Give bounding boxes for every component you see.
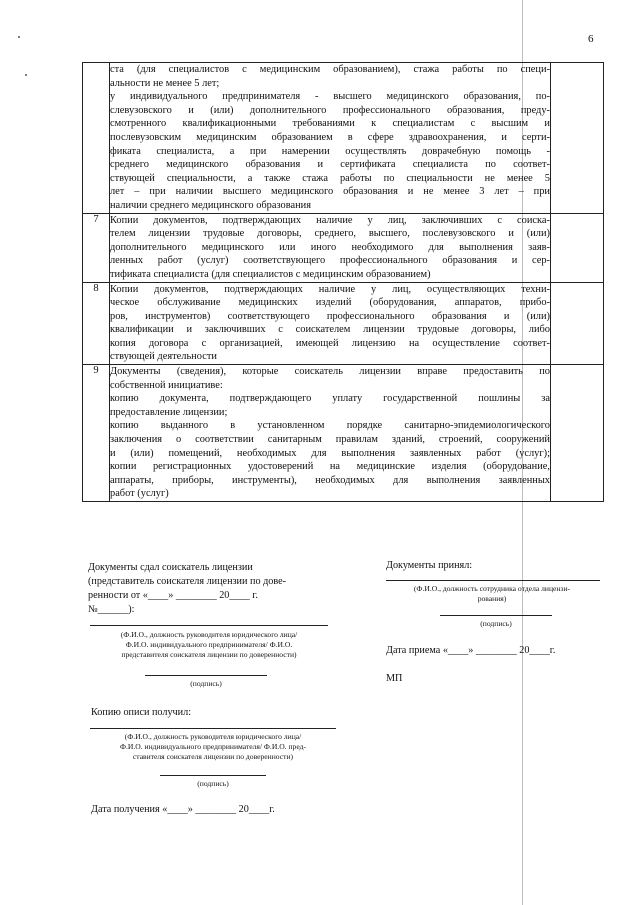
table-row [83,63,604,214]
fio-caption: представителя соискателя лицензии по доверенности) [121,650,297,659]
table-text-line: предоставление лицензии; [110,406,228,418]
fio-caption: рования) [477,594,507,603]
power-of-attorney-number: №______): [88,604,135,615]
acceptance-date: Дата приема «____» ________ 20____г. [386,645,556,656]
table-text-line: слевузовского и (или) дополнительного профессионального образования, преду- [110,104,550,116]
accepted-by-heading: Документы принял: [386,560,473,571]
receipt-date: Дата получения «____» ________ 20____г. [91,804,275,815]
table-text-line: Документы (сведения), которые соискатель лицензии вправе предоставить по [110,366,550,378]
table-text-line: ческое обслуживание медицинских изделий (оборудования, аппаратов, прибо- [110,297,550,309]
table-text-line: ствующей специальности, а также стажа работы по специальности не менее 5 [110,172,550,184]
signature-caption: (подпись) [480,619,512,628]
table-text-line: ста (для специалистов с медицинским образованием), стажа работы по специ- [110,64,550,75]
documents-table [82,62,604,502]
table-text-line: наличии среднего медицинского образования [110,199,312,211]
table-text-line: смотренного квалификационными требованиями к специалистам с высшим и [110,118,550,130]
fio-caption: ставителя соискателя лицензии по доверенности) [132,752,294,761]
fio-line [90,728,336,729]
row-number-cell [83,63,110,214]
row-number-cell: 8 [83,282,110,365]
row-mark-cell [551,282,604,365]
row-text-cell [110,282,551,365]
table-row [83,213,604,282]
fio-caption: Ф.И.О. индивидуального предпринимателя/ Ф.И.О. пред- [119,742,307,751]
table-text-line: заключения о соответствии санитарным правилам зданий, строений, сооружений [110,434,550,446]
signature-line [160,775,266,776]
table-text-line: копию выданного в установленном порядке санитарно-эпидемиологического [110,420,550,432]
signature-caption: (подпись) [197,779,229,788]
row-text-cell [110,213,551,282]
scan-dot [18,36,20,38]
table-text-line: среднего медицинского образования и сертификата специалиста по соответ- [110,159,550,171]
table-text-line: фиката специалиста, а при намерении осуществлять доврачебную помощь - [110,145,550,157]
table-text-line: тификата специалиста (для специалистов с медицинским образованием) [110,268,431,280]
fio-line [90,625,328,626]
fio-line [386,580,600,581]
power-of-attorney-date: ренности от «____» ________ 20____ г. [88,590,258,601]
row-mark-cell [551,365,604,502]
table-text-line: и (или) помещений, необходимых для выполнения заявленных работ (услуг); [110,447,550,459]
table-text-line: у индивидуального предпринимателя - высшего медицинского образования, по- [110,91,550,103]
submitted-by-heading: (представитель соискателя лицензии по дове- [88,576,287,587]
table-text-line: альности не менее 5 лет; [110,77,220,89]
fio-caption: (Ф.И.О., должность руководителя юридического лица/ [124,732,302,741]
row-mark-cell [551,63,604,214]
table-text-line: собственной инициативе: [110,379,223,391]
copy-received-heading: Копию описи получил: [91,707,192,718]
row-number-cell: 9 [83,365,110,502]
table-row [83,282,604,365]
fio-caption: (Ф.И.О., должность руководителя юридического лица/ [120,630,298,639]
stamp-place: МП [386,673,403,684]
signature-line [440,615,552,616]
fio-caption: Ф.И.О. индивидуального предпринимателя/ Ф.И.О. [125,640,293,649]
signature-line [145,675,267,676]
row-mark-cell [551,213,604,282]
signature-caption: (подпись) [190,679,222,688]
table-text-line: лет – при наличии высшего медицинского образования и не менее 3 лет – при [110,186,550,198]
page-number: 6 [588,33,594,45]
table-text-line: копию документа, подтверждающего уплату государственной пошлины за [110,393,550,405]
fio-caption: (Ф.И.О., должность сотрудника отдела лицензи- [413,584,571,593]
table-text-line: копии регистрационных удостоверений на медицинские изделия (оборудование, [110,461,550,473]
table-row [83,365,604,502]
table-text-line: аппараты, приборы, инструменты), необходимых для выполнения заявленных [110,474,550,486]
submitted-by-heading: Документы сдал соискатель лицензии [88,562,253,573]
table-text-line: ленных работ (услуг) соответствующего профессионального образования и сер- [110,255,550,267]
table-text-line: Копии документов, подтверждающих наличие у лиц, заключивших с соиска- [110,214,550,226]
table-text-line: Копии документов, подтверждающих наличие у лиц, осуществляющих техни- [110,283,550,295]
row-text-cell [110,63,551,214]
table-text-line: копия договора с организацией, имеющей лицензию на осуществление соответ- [110,337,550,349]
table-text-line: ров, инструментов) соответствующего профессионального образования и (или) [110,310,550,322]
row-text-cell [110,365,551,502]
row-number-cell: 7 [83,213,110,282]
table-text-line: ствующей деятельности [110,351,217,363]
table-text-line: послевузовским медицинским образованием в сфере здравоохранения, и серти- [110,131,550,143]
scan-dot [25,74,27,76]
table-text-line: квалификации и заключивших с соискателем лицензии трудовые договоры, либо [110,324,550,336]
table-text-line: дополнительного медицинского или иного необходимого для выполнения заяв- [110,241,550,253]
table-text-line: телем лицензии трудовые договоры, среднего, высшего, послевузовского и (или) [110,228,550,240]
table-text-line: работ (услуг) [110,488,169,500]
